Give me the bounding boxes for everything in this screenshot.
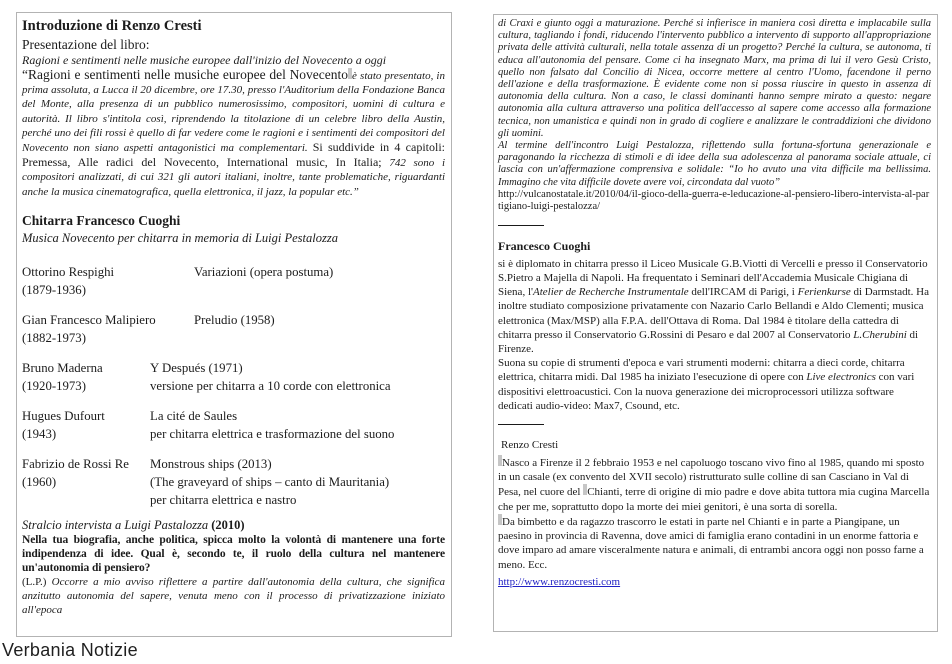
work-title: La cité de Saules [150, 408, 238, 423]
program-row [22, 359, 445, 395]
section-divider [498, 225, 544, 226]
intro-italic-text: è stato presentato, in prima assoluta, a Lucca il 20 dicembre, ore 17.30, presso l'Auditorium della Fondazione Banca del Monte, alla presenza di un pubblico numerosissimo, compositori, uomini di cultura e autorità. Il libro s'intitola così, riprendendo la titolazione di un celebre libro della Austin, perché uno dei fili rossi è quello di far vedere come le ragioni e i sentimenti dei compositori del Novecento non siano aspetti antagonistici ma complementari. [22, 70, 445, 155]
work-detail: versione per chitarra a 10 corde con elettronica [150, 378, 391, 393]
book-presentation-label: Presentazione del libro: [22, 37, 150, 52]
composer-dates: (1920-1973) [22, 378, 86, 393]
composer-name: Fabrizio de Rossi Re [22, 456, 129, 471]
verbania-notizie-logo: Verbania Notizie [2, 640, 138, 660]
composer-name: Hugues Dufourt [22, 408, 105, 423]
section-divider [498, 424, 544, 425]
bio-text: con vari dispositivi elettroacustici. Con la nuova generazione dei microprocessori utilizza software dedicati audio-video: Max7, Csound, etc. [498, 371, 915, 412]
interview-source-url[interactable]: http://vulcanostatale.it/2010/04/il-gioco-della-guerra-e-leducazione-al-pensiero-libero-intervista-al-partigiano-luigi-pestalozza/ [498, 188, 930, 213]
intro-heading: Introduzione di Renzo Cresti [22, 18, 202, 34]
bio-italic: Live electronics [806, 371, 876, 384]
bio-text: di Darmstadt. Ha inoltre studiato composizione privatamente con Nazario Carlo Bellandi e Aldo Clementi; musica elettronica (Max/MSP) alla F.P.A. dell'Ottava di Roma. Dal 1984 è titolare della cattedra di chitarra presso il Conservatorio G.Rossini di Pesaro e dal 2007 al Conservatorio [498, 286, 929, 341]
bio-italic: L.Cherubini [853, 328, 907, 341]
intro-italic-text-2: 742 sono i compositori analizzati, di cui 321 gli autori italiani, inoltre, tante problematiche, riguardanti anche la musica cinematografica, quella elettronica, il jazz, la popular etc.” [22, 157, 445, 198]
cuoghi-heading: Francesco Cuoghi [498, 238, 591, 253]
bio-text: Chianti, terre di origine di mio padre e dove abita tuttora mia cugina Marcella che per me, soprattutto dopo la morte dei miei genitori, è una sorta di sorella. [498, 486, 930, 513]
composer-dates: (1943) [22, 426, 57, 441]
bio-italic: Ferienkurse [797, 286, 851, 299]
book-title-quote: “Ragioni e sentimenti nelle musiche europee del Novecento [22, 67, 349, 82]
work-title: Preludio (1958) [194, 312, 275, 327]
program-row [22, 407, 445, 443]
work-detail: per chitarra elettrica e nastro [150, 492, 297, 507]
book-series-title: Ragioni e sentimenti nelle musiche europee dall'inizio del Novecento a oggi [22, 53, 387, 67]
bio-text: si è diplomato in chitarra presso il Liceo Musicale G.B.Viotti di Vercelli e presso il Conservatorio S.Pietro a Majella di Napoli. Ha frequentato i Seminari dell'Accademia Musicale Chigiana di Siena, l' [498, 257, 928, 299]
cuoghi-bio-paragraph-1 [498, 257, 931, 356]
bio-text: di Firenze. [498, 328, 919, 356]
work-title: Monstrous ships (2013) [150, 456, 272, 471]
program-row [22, 455, 445, 509]
work-detail: (The graveyard of ships – canto di Mauritania) [150, 474, 390, 489]
composer-dates: (1882-1973) [22, 330, 86, 345]
renzocresti-website-link[interactable]: http://www.renzocresti.com [498, 575, 621, 588]
answer-text: Occorre a mio avviso riflettere a partire dall'autonomia della cultura, che significa anzitutto autonomia del sapere, venuta meno con il processo di privatizzazione iniziato all'epoca [22, 575, 446, 616]
intro-paragraph [22, 68, 445, 199]
bio-italic: Atelier de Recherche Instrumentale [532, 286, 689, 299]
essay-paragraph-1: di Craxi e giunto oggi a maturazione. Perché si infierisce in maniera così diretta e implacabile sulla cultura, tagliando i fondi, riducendo l'intervento pubblico a intervento di supporto all'appropriazione privata delle attività culturali, nella totale assenza di un progetto? Perché la cultura, se autonoma, ti educa all'autonomia del pensare. Come ci ha insegnato Marx, ma prima di lui il vero Gesù Cristo, quello non falsato dal Concilio di Nicea, occorre mettere al centro l'Uomo, facendone il perno dell'azione e della trasformazione. È evidente come non si possa riuscire in questo in assenza di autonomia della cultura. Non a caso, le classi dominanti hanno sempre mirato a questo: negare autonomia alla cultura attraverso una politica dell'accesso al sapere come accesso alla formazione tecnica, non umanistica e quindi non in grado di cogliere e analizzare le contraddizioni che dividono gli uomini. [498, 18, 931, 139]
interview-label-title: Stralcio intervista a Luigi Pastalozza [22, 517, 209, 532]
right-text-column [493, 14, 938, 632]
concert-subtitle: Musica Novecento per chitarra in memoria di Luigi Pestalozza [22, 230, 338, 245]
interview-answer [22, 575, 445, 617]
cresti-bio-paragraph-2 [498, 514, 931, 572]
bio-text: dell'IRCAM di Parigi, i [688, 286, 798, 299]
intro-roman-text: Si suddivide in 4 capitoli: Premessa, Alle radici del Novecento, International music, In Italia; [22, 140, 445, 170]
answer-prefix: (L.P.) [22, 575, 47, 588]
interview-label [22, 517, 445, 533]
interview-question: Nella tua biografia, anche politica, spicca molto la volontà di mantenere una forte indipendenza di idee. Qual è, secondo te, il ruolo della cultura nel mantenere un'autonomia di pensiero? [22, 533, 445, 574]
bio-text: Nasco a Firenze il 2 febbraio 1953 e nel capoluogo toscano vivo fino al 1985, quando mi sposto in un casale (ex convento del XVII secolo) ristrutturato sulle colline di san Casciano in Val di Pesa, nel cuore del [498, 457, 925, 499]
work-title: Y Después (1971) [150, 360, 243, 375]
bio-text: Da bimbetto e da ragazzo trascorro le estati in parte nel Chianti e in parte a Piangipane, un paesino in provincia di Ravenna, dove amici di famiglia erano contadini in un enorme fattoria e dove imparo ad amare visceralmente natura e animali, di entrambi ancora oggi non posso farne a meno. Ecc. [498, 515, 924, 571]
composer-dates: (1879-1936) [22, 282, 86, 297]
bio-text: Suona su copie di strumenti d'epoca e vari strumenti moderni: chitarra a dieci corde, chitarra elettrica, chitarra midi. Dal 1985 ha iniziato l'esecuzione di opere con [498, 357, 905, 384]
composer-name: Ottorino Respighi [22, 264, 115, 279]
concert-heading: Chitarra Francesco Cuoghi [22, 212, 181, 228]
work-title: Variazioni (opera postuma) [194, 264, 334, 279]
cresti-heading: Renzo Cresti [501, 439, 559, 452]
composer-name: Bruno Maderna [22, 360, 103, 375]
left-text-column [16, 12, 452, 637]
cresti-bio-paragraph-1 [498, 455, 931, 514]
program-row [22, 311, 445, 347]
work-detail: per chitarra elettrica e trasformazione del suono [150, 426, 395, 441]
program-row [22, 263, 445, 299]
composer-dates: (1960) [22, 474, 57, 489]
interview-year: (2010) [211, 517, 245, 532]
essay-paragraph-2: Al termine dell'incontro Luigi Pestalozza, riflettendo sulla fortuna-sfortuna generazionale e paragonando la ricchezza di stimoli e di idee della sua adolescenza al panorama sociale attuale, ci lascia con un'affermazione comprensiva e solidale: “Io ho avuto una vita difficile ma bellissima. Immagino che vita difficile dovete avere voi, circondata dal vuoto” [498, 140, 931, 188]
cuoghi-bio-paragraph-2 [498, 356, 931, 413]
composer-name: Gian Francesco Malipiero [22, 312, 156, 327]
